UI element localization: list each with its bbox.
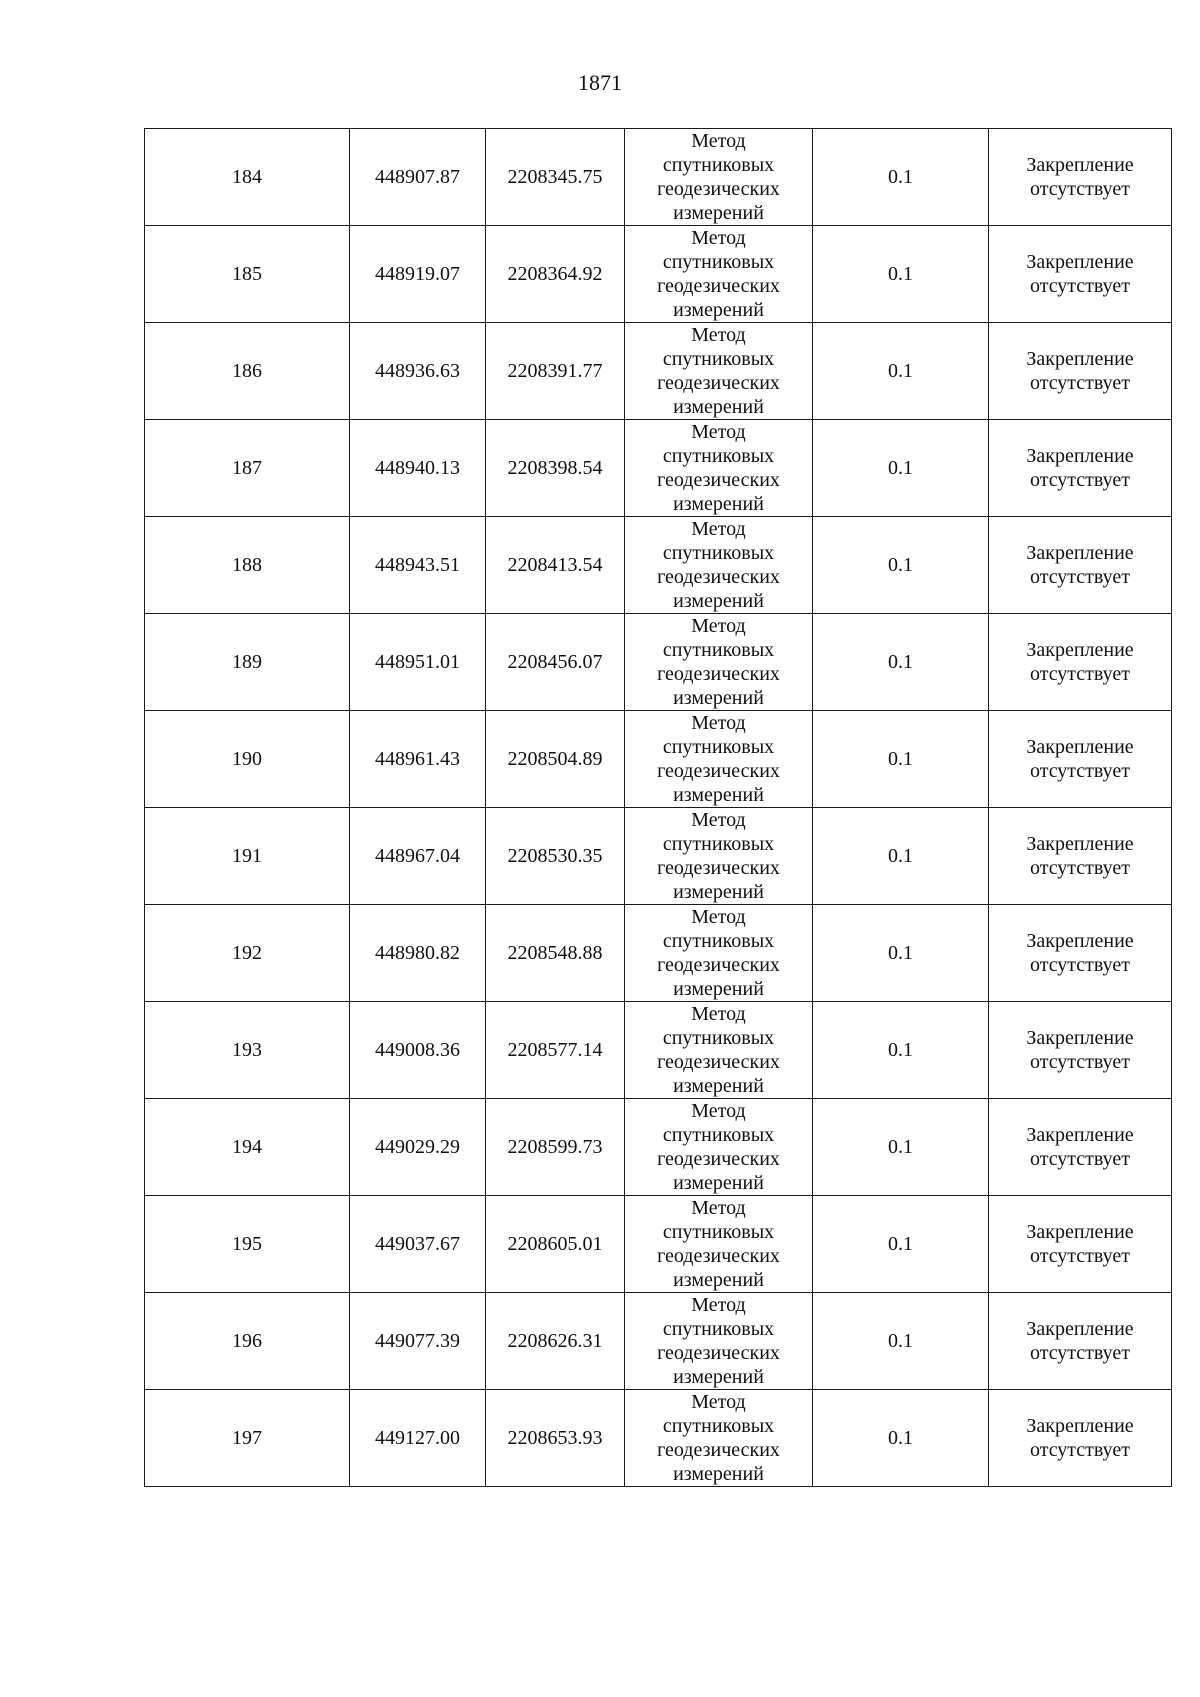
table-row <box>145 1196 1172 1293</box>
accuracy-cell: 0.1 <box>813 808 989 905</box>
method-cell <box>625 517 813 614</box>
method-text-line: Метод <box>691 809 746 831</box>
fixing-cell <box>989 1293 1172 1390</box>
method-text-line: измерений <box>673 1463 764 1485</box>
method-cell <box>625 420 813 517</box>
method-cell <box>625 1293 813 1390</box>
method-cell <box>625 905 813 1002</box>
fixing-cell <box>989 614 1172 711</box>
fixing-text-line: Закрепление <box>1026 542 1134 564</box>
coordinate-y-cell: 2208548.88 <box>486 905 625 1002</box>
fixing-cell <box>989 226 1172 323</box>
accuracy-cell: 0.1 <box>813 614 989 711</box>
accuracy-cell: 0.1 <box>813 226 989 323</box>
accuracy-cell: 0.1 <box>813 905 989 1002</box>
table-row <box>145 614 1172 711</box>
method-text-line: измерений <box>673 202 764 224</box>
method-text-line: геодезических <box>657 372 780 394</box>
coordinate-y-cell: 2208398.54 <box>486 420 625 517</box>
fixing-text-line: Закрепление <box>1026 251 1134 273</box>
fixing-text-line: отсутствует <box>1029 663 1131 685</box>
fixing-text-line: отсутствует <box>1029 1051 1131 1073</box>
point-number-cell: 185 <box>145 226 350 323</box>
fixing-cell <box>989 808 1172 905</box>
fixing-text-line: отсутствует <box>1029 372 1131 394</box>
point-number-cell: 194 <box>145 1099 350 1196</box>
coordinate-x-cell: 448919.07 <box>350 226 486 323</box>
method-text-line: геодезических <box>657 663 780 685</box>
fixing-cell <box>989 420 1172 517</box>
fixing-cell <box>989 711 1172 808</box>
coordinates-table <box>144 128 1172 1487</box>
method-text-line: Метод <box>691 130 746 152</box>
fixing-text-line: Закрепление <box>1026 445 1134 467</box>
fixing-cell <box>989 905 1172 1002</box>
coordinate-y-cell: 2208364.92 <box>486 226 625 323</box>
method-text-line: геодезических <box>657 1439 780 1461</box>
point-number-cell: 187 <box>145 420 350 517</box>
coordinate-x-cell: 448967.04 <box>350 808 486 905</box>
method-text-line: спутниковых <box>662 1027 775 1049</box>
coordinate-y-cell: 2208391.77 <box>486 323 625 420</box>
method-text-line: Метод <box>691 1294 746 1316</box>
method-cell <box>625 1099 813 1196</box>
method-text-line: геодезических <box>657 1245 780 1267</box>
coordinate-y-cell: 2208605.01 <box>486 1196 625 1293</box>
point-number-cell: 188 <box>145 517 350 614</box>
table-row <box>145 129 1172 226</box>
method-text-line: Метод <box>691 712 746 734</box>
method-cell <box>625 323 813 420</box>
point-number-cell: 193 <box>145 1002 350 1099</box>
accuracy-cell: 0.1 <box>813 1293 989 1390</box>
method-text-line: геодезических <box>657 954 780 976</box>
coordinate-x-cell: 449077.39 <box>350 1293 486 1390</box>
accuracy-cell: 0.1 <box>813 129 989 226</box>
table-row <box>145 1390 1172 1487</box>
point-number-cell: 191 <box>145 808 350 905</box>
method-text-line: измерений <box>673 1366 764 1388</box>
fixing-text-line: отсутствует <box>1029 1439 1131 1461</box>
fixing-text-line: отсутствует <box>1029 1245 1131 1267</box>
point-number-cell: 189 <box>145 614 350 711</box>
accuracy-cell: 0.1 <box>813 711 989 808</box>
method-text-line: спутниковых <box>662 348 775 370</box>
method-text-line: геодезических <box>657 178 780 200</box>
method-text-line: спутниковых <box>662 542 775 564</box>
method-text-line: измерений <box>673 978 764 1000</box>
table-row <box>145 1002 1172 1099</box>
point-number-cell: 195 <box>145 1196 350 1293</box>
method-cell <box>625 808 813 905</box>
fixing-text-line: отсутствует <box>1029 1148 1131 1170</box>
method-text-line: Метод <box>691 1003 746 1025</box>
coordinate-x-cell: 448951.01 <box>350 614 486 711</box>
method-text-line: измерений <box>673 881 764 903</box>
table-row <box>145 808 1172 905</box>
coordinate-y-cell: 2208456.07 <box>486 614 625 711</box>
fixing-text-line: Закрепление <box>1026 639 1134 661</box>
coordinate-y-cell: 2208504.89 <box>486 711 625 808</box>
method-cell <box>625 614 813 711</box>
method-text-line: спутниковых <box>662 736 775 758</box>
fixing-cell <box>989 1099 1172 1196</box>
coordinate-x-cell: 449029.29 <box>350 1099 486 1196</box>
coordinate-x-cell: 448940.13 <box>350 420 486 517</box>
method-text-line: измерений <box>673 396 764 418</box>
point-number-cell: 197 <box>145 1390 350 1487</box>
fixing-cell <box>989 1390 1172 1487</box>
fixing-text-line: Закрепление <box>1026 348 1134 370</box>
fixing-text-line: Закрепление <box>1026 736 1134 758</box>
fixing-text-line: отсутствует <box>1029 178 1131 200</box>
method-text-line: измерений <box>673 1172 764 1194</box>
fixing-text-line: Закрепление <box>1026 1027 1134 1049</box>
coordinate-x-cell: 449127.00 <box>350 1390 486 1487</box>
fixing-text-line: Закрепление <box>1026 930 1134 952</box>
fixing-text-line: отсутствует <box>1029 566 1131 588</box>
method-text-line: измерений <box>673 1075 764 1097</box>
fixing-cell <box>989 1002 1172 1099</box>
coordinate-y-cell: 2208345.75 <box>486 129 625 226</box>
table-row <box>145 517 1172 614</box>
method-text-line: геодезических <box>657 275 780 297</box>
method-text-line: Метод <box>691 227 746 249</box>
method-text-line: спутниковых <box>662 154 775 176</box>
coordinate-y-cell: 2208413.54 <box>486 517 625 614</box>
method-text-line: геодезических <box>657 857 780 879</box>
fixing-text-line: отсутствует <box>1029 857 1131 879</box>
accuracy-cell: 0.1 <box>813 420 989 517</box>
method-text-line: измерений <box>673 784 764 806</box>
method-text-line: Метод <box>691 421 746 443</box>
fixing-cell <box>989 323 1172 420</box>
table-row <box>145 905 1172 1002</box>
method-text-line: измерений <box>673 1269 764 1291</box>
method-text-line: геодезических <box>657 1051 780 1073</box>
table-row <box>145 1099 1172 1196</box>
coordinate-y-cell: 2208626.31 <box>486 1293 625 1390</box>
method-text-line: спутниковых <box>662 1124 775 1146</box>
method-text-line: измерений <box>673 493 764 515</box>
method-text-line: Метод <box>691 1100 746 1122</box>
fixing-cell <box>989 129 1172 226</box>
coordinate-y-cell: 2208599.73 <box>486 1099 625 1196</box>
method-cell <box>625 129 813 226</box>
method-text-line: геодезических <box>657 469 780 491</box>
fixing-text-line: отсутствует <box>1029 469 1131 491</box>
table-row <box>145 226 1172 323</box>
method-text-line: геодезических <box>657 1342 780 1364</box>
accuracy-cell: 0.1 <box>813 1390 989 1487</box>
accuracy-cell: 0.1 <box>813 1099 989 1196</box>
table-row <box>145 711 1172 808</box>
method-cell <box>625 1002 813 1099</box>
method-text-line: измерений <box>673 299 764 321</box>
method-text-line: спутниковых <box>662 251 775 273</box>
fixing-text-line: отсутствует <box>1029 1342 1131 1364</box>
point-number-cell: 196 <box>145 1293 350 1390</box>
fixing-text-line: Закрепление <box>1026 1318 1134 1340</box>
fixing-text-line: Закрепление <box>1026 154 1134 176</box>
method-text-line: спутниковых <box>662 833 775 855</box>
method-text-line: Метод <box>691 906 746 928</box>
point-number-cell: 184 <box>145 129 350 226</box>
accuracy-cell: 0.1 <box>813 323 989 420</box>
point-number-cell: 186 <box>145 323 350 420</box>
method-text-line: спутниковых <box>662 639 775 661</box>
table-row <box>145 1293 1172 1390</box>
method-cell <box>625 1390 813 1487</box>
method-text-line: спутниковых <box>662 930 775 952</box>
method-cell <box>625 1196 813 1293</box>
coordinate-y-cell: 2208577.14 <box>486 1002 625 1099</box>
method-text-line: геодезических <box>657 760 780 782</box>
page-number: 1871 <box>578 70 622 95</box>
method-text-line: Метод <box>691 518 746 540</box>
coordinate-x-cell: 448943.51 <box>350 517 486 614</box>
point-number-cell: 192 <box>145 905 350 1002</box>
method-cell <box>625 226 813 323</box>
method-text-line: спутниковых <box>662 1318 775 1340</box>
coordinate-x-cell: 449008.36 <box>350 1002 486 1099</box>
fixing-text-line: отсутствует <box>1029 760 1131 782</box>
method-text-line: геодезических <box>657 566 780 588</box>
method-text-line: Метод <box>691 1391 746 1413</box>
fixing-cell <box>989 517 1172 614</box>
method-text-line: спутниковых <box>662 1221 775 1243</box>
method-text-line: Метод <box>691 615 746 637</box>
coordinate-x-cell: 448961.43 <box>350 711 486 808</box>
coordinate-x-cell: 448936.63 <box>350 323 486 420</box>
accuracy-cell: 0.1 <box>813 1196 989 1293</box>
method-cell <box>625 711 813 808</box>
method-text-line: спутниковых <box>662 445 775 467</box>
table-row <box>145 420 1172 517</box>
method-text-line: геодезических <box>657 1148 780 1170</box>
fixing-text-line: отсутствует <box>1029 275 1131 297</box>
method-text-line: измерений <box>673 590 764 612</box>
method-text-line: Метод <box>691 1197 746 1219</box>
table-row <box>145 323 1172 420</box>
fixing-text-line: Закрепление <box>1026 833 1134 855</box>
fixing-cell <box>989 1196 1172 1293</box>
fixing-text-line: Закрепление <box>1026 1124 1134 1146</box>
coordinates-table-body <box>145 129 1172 1487</box>
coordinate-y-cell: 2208530.35 <box>486 808 625 905</box>
method-text-line: Метод <box>691 324 746 346</box>
coordinate-x-cell: 448907.87 <box>350 129 486 226</box>
method-text-line: спутниковых <box>662 1415 775 1437</box>
coordinate-x-cell: 449037.67 <box>350 1196 486 1293</box>
method-text-line: измерений <box>673 687 764 709</box>
fixing-text-line: отсутствует <box>1029 954 1131 976</box>
fixing-text-line: Закрепление <box>1026 1221 1134 1243</box>
coordinate-y-cell: 2208653.93 <box>486 1390 625 1487</box>
accuracy-cell: 0.1 <box>813 1002 989 1099</box>
accuracy-cell: 0.1 <box>813 517 989 614</box>
coordinate-x-cell: 448980.82 <box>350 905 486 1002</box>
fixing-text-line: Закрепление <box>1026 1415 1134 1437</box>
point-number-cell: 190 <box>145 711 350 808</box>
